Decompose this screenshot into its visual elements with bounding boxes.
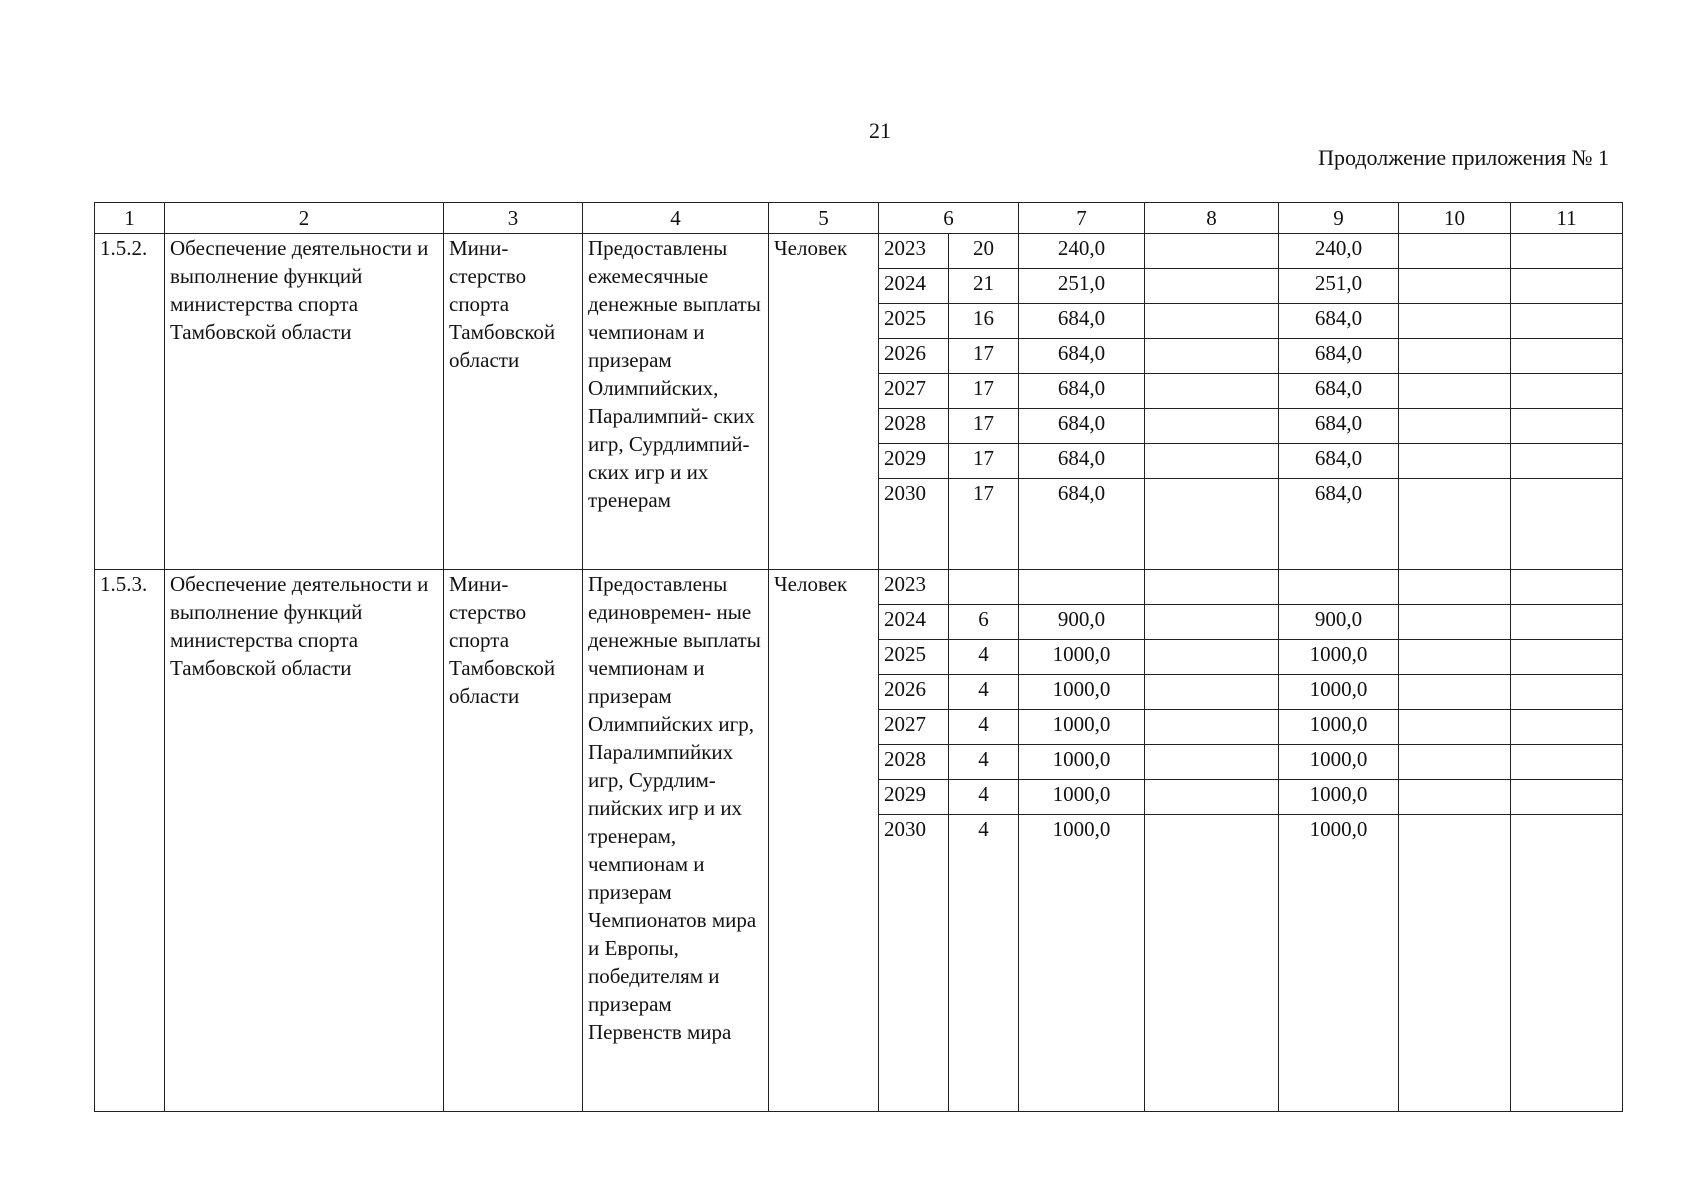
col7-value: 684,0 [1019,339,1145,374]
col11-value [1511,780,1623,815]
col8-value [1145,780,1279,815]
result-cell: Предоставлены ежемесячные денежные выплаты чемпионам и призерам Олимпийских, Паралимпий- ских игр, Сурдлимпий- ских игр и их тренерам [583,234,769,570]
col8-value [1145,605,1279,640]
col10-value [1399,269,1511,304]
count-cell: 4 [949,815,1019,1112]
col7-value: 1000,0 [1019,675,1145,710]
row-number: 1.5.3. [95,570,165,1112]
col9-value: 1000,0 [1279,745,1399,780]
year-cell: 2027 [879,710,949,745]
col8-value [1145,304,1279,339]
col11-value [1511,479,1623,570]
col7-value: 684,0 [1019,479,1145,570]
col8-value [1145,339,1279,374]
row-number: 1.5.2. [95,234,165,570]
unit-cell: Человек [769,234,879,570]
col9-value: 251,0 [1279,269,1399,304]
col9-value: 684,0 [1279,409,1399,444]
col8-value [1145,234,1279,269]
col9-value: 684,0 [1279,374,1399,409]
year-cell: 2027 [879,374,949,409]
col7-value: 1000,0 [1019,745,1145,780]
col7-value: 240,0 [1019,234,1145,269]
col7-value [1019,570,1145,605]
count-cell: 17 [949,444,1019,479]
col8-value [1145,444,1279,479]
page-number: 21 [869,118,891,143]
column-header: 7 [1019,203,1145,234]
col11-value [1511,710,1623,745]
col10-value [1399,815,1511,1112]
col11-value [1511,339,1623,374]
count-cell: 6 [949,605,1019,640]
col8-value [1145,710,1279,745]
column-header-row [95,203,1623,234]
column-header: 1 [95,203,165,234]
column-header: 4 [583,203,769,234]
col8-value [1145,479,1279,570]
col10-value [1399,780,1511,815]
year-cell: 2028 [879,745,949,780]
executor-cell: Мини- стерство спорта Тамбовской области [444,570,583,1112]
appendix-label: Продолжение приложения № 1 [1318,145,1609,170]
count-cell: 4 [949,675,1019,710]
col9-value: 684,0 [1279,444,1399,479]
col11-value [1511,605,1623,640]
col7-value: 1000,0 [1019,710,1145,745]
col11-value [1511,374,1623,409]
column-header: 11 [1511,203,1623,234]
year-cell: 2030 [879,815,949,1112]
col10-value [1399,444,1511,479]
year-cell: 2024 [879,605,949,640]
count-cell: 17 [949,374,1019,409]
col7-value: 684,0 [1019,304,1145,339]
count-cell: 17 [949,409,1019,444]
result-cell: Предоставлены единовремен- ные денежные выплаты чемпионам и призерам Олимпийских игр, Паралимпийких игр, Сурдлим- пийских игр и их тренерам, чемпионам и призерам Чемпионатов мира и Европы, победителям и призерам Первенств мира [583,570,769,1112]
col11-value [1511,745,1623,780]
col11-value [1511,234,1623,269]
col9-value: 1000,0 [1279,710,1399,745]
year-cell: 2024 [879,269,949,304]
col9-value: 1000,0 [1279,815,1399,1112]
col10-value [1399,234,1511,269]
col11-value [1511,269,1623,304]
col7-value: 1000,0 [1019,780,1145,815]
year-cell: 2028 [879,409,949,444]
col8-value [1145,675,1279,710]
column-header: 9 [1279,203,1399,234]
col7-value: 684,0 [1019,444,1145,479]
col10-value [1399,374,1511,409]
executor-cell: Мини- стерство спорта Тамбовской области [444,234,583,570]
col9-value: 1000,0 [1279,640,1399,675]
program-table [94,202,1623,1112]
col9-value: 684,0 [1279,304,1399,339]
col9-value: 1000,0 [1279,780,1399,815]
col10-value [1399,675,1511,710]
col10-value [1399,339,1511,374]
year-cell: 2025 [879,640,949,675]
col11-value [1511,815,1623,1112]
col11-value [1511,570,1623,605]
col7-value: 1000,0 [1019,815,1145,1112]
column-header: 6 [879,203,1019,234]
count-cell: 17 [949,339,1019,374]
year-cell: 2030 [879,479,949,570]
year-cell: 2026 [879,675,949,710]
year-cell: 2026 [879,339,949,374]
col11-value [1511,640,1623,675]
col8-value [1145,374,1279,409]
col7-value: 1000,0 [1019,640,1145,675]
table-row [95,570,1623,605]
count-cell: 4 [949,710,1019,745]
column-header: 10 [1399,203,1511,234]
year-cell: 2029 [879,444,949,479]
column-header: 2 [165,203,444,234]
col9-value: 684,0 [1279,339,1399,374]
col10-value [1399,710,1511,745]
col10-value [1399,605,1511,640]
count-cell: 16 [949,304,1019,339]
table-row [95,234,1623,269]
count-cell: 21 [949,269,1019,304]
col11-value [1511,675,1623,710]
col9-value [1279,570,1399,605]
year-cell: 2023 [879,234,949,269]
col9-value: 1000,0 [1279,675,1399,710]
col9-value: 684,0 [1279,479,1399,570]
count-cell: 20 [949,234,1019,269]
col7-value: 684,0 [1019,374,1145,409]
unit-cell: Человек [769,570,879,1112]
column-header: 3 [444,203,583,234]
col10-value [1399,409,1511,444]
col10-value [1399,570,1511,605]
col10-value [1399,304,1511,339]
col8-value [1145,745,1279,780]
activity-cell: Обеспечение деятельности и выполнение функций министерства спорта Тамбовской области [165,234,444,570]
col9-value: 240,0 [1279,234,1399,269]
col10-value [1399,479,1511,570]
col7-value: 684,0 [1019,409,1145,444]
col10-value [1399,745,1511,780]
col11-value [1511,444,1623,479]
count-cell: 4 [949,640,1019,675]
col7-value: 900,0 [1019,605,1145,640]
count-cell: 4 [949,780,1019,815]
count-cell [949,570,1019,605]
year-cell: 2023 [879,570,949,605]
col8-value [1145,640,1279,675]
col10-value [1399,640,1511,675]
col8-value [1145,570,1279,605]
activity-cell: Обеспечение деятельности и выполнение функций министерства спорта Тамбовской области [165,570,444,1112]
year-cell: 2029 [879,780,949,815]
column-header: 5 [769,203,879,234]
column-header: 8 [1145,203,1279,234]
col8-value [1145,815,1279,1112]
col9-value: 900,0 [1279,605,1399,640]
col8-value [1145,409,1279,444]
col8-value [1145,269,1279,304]
col11-value [1511,304,1623,339]
count-cell: 4 [949,745,1019,780]
count-cell: 17 [949,479,1019,570]
col7-value: 251,0 [1019,269,1145,304]
col11-value [1511,409,1623,444]
year-cell: 2025 [879,304,949,339]
